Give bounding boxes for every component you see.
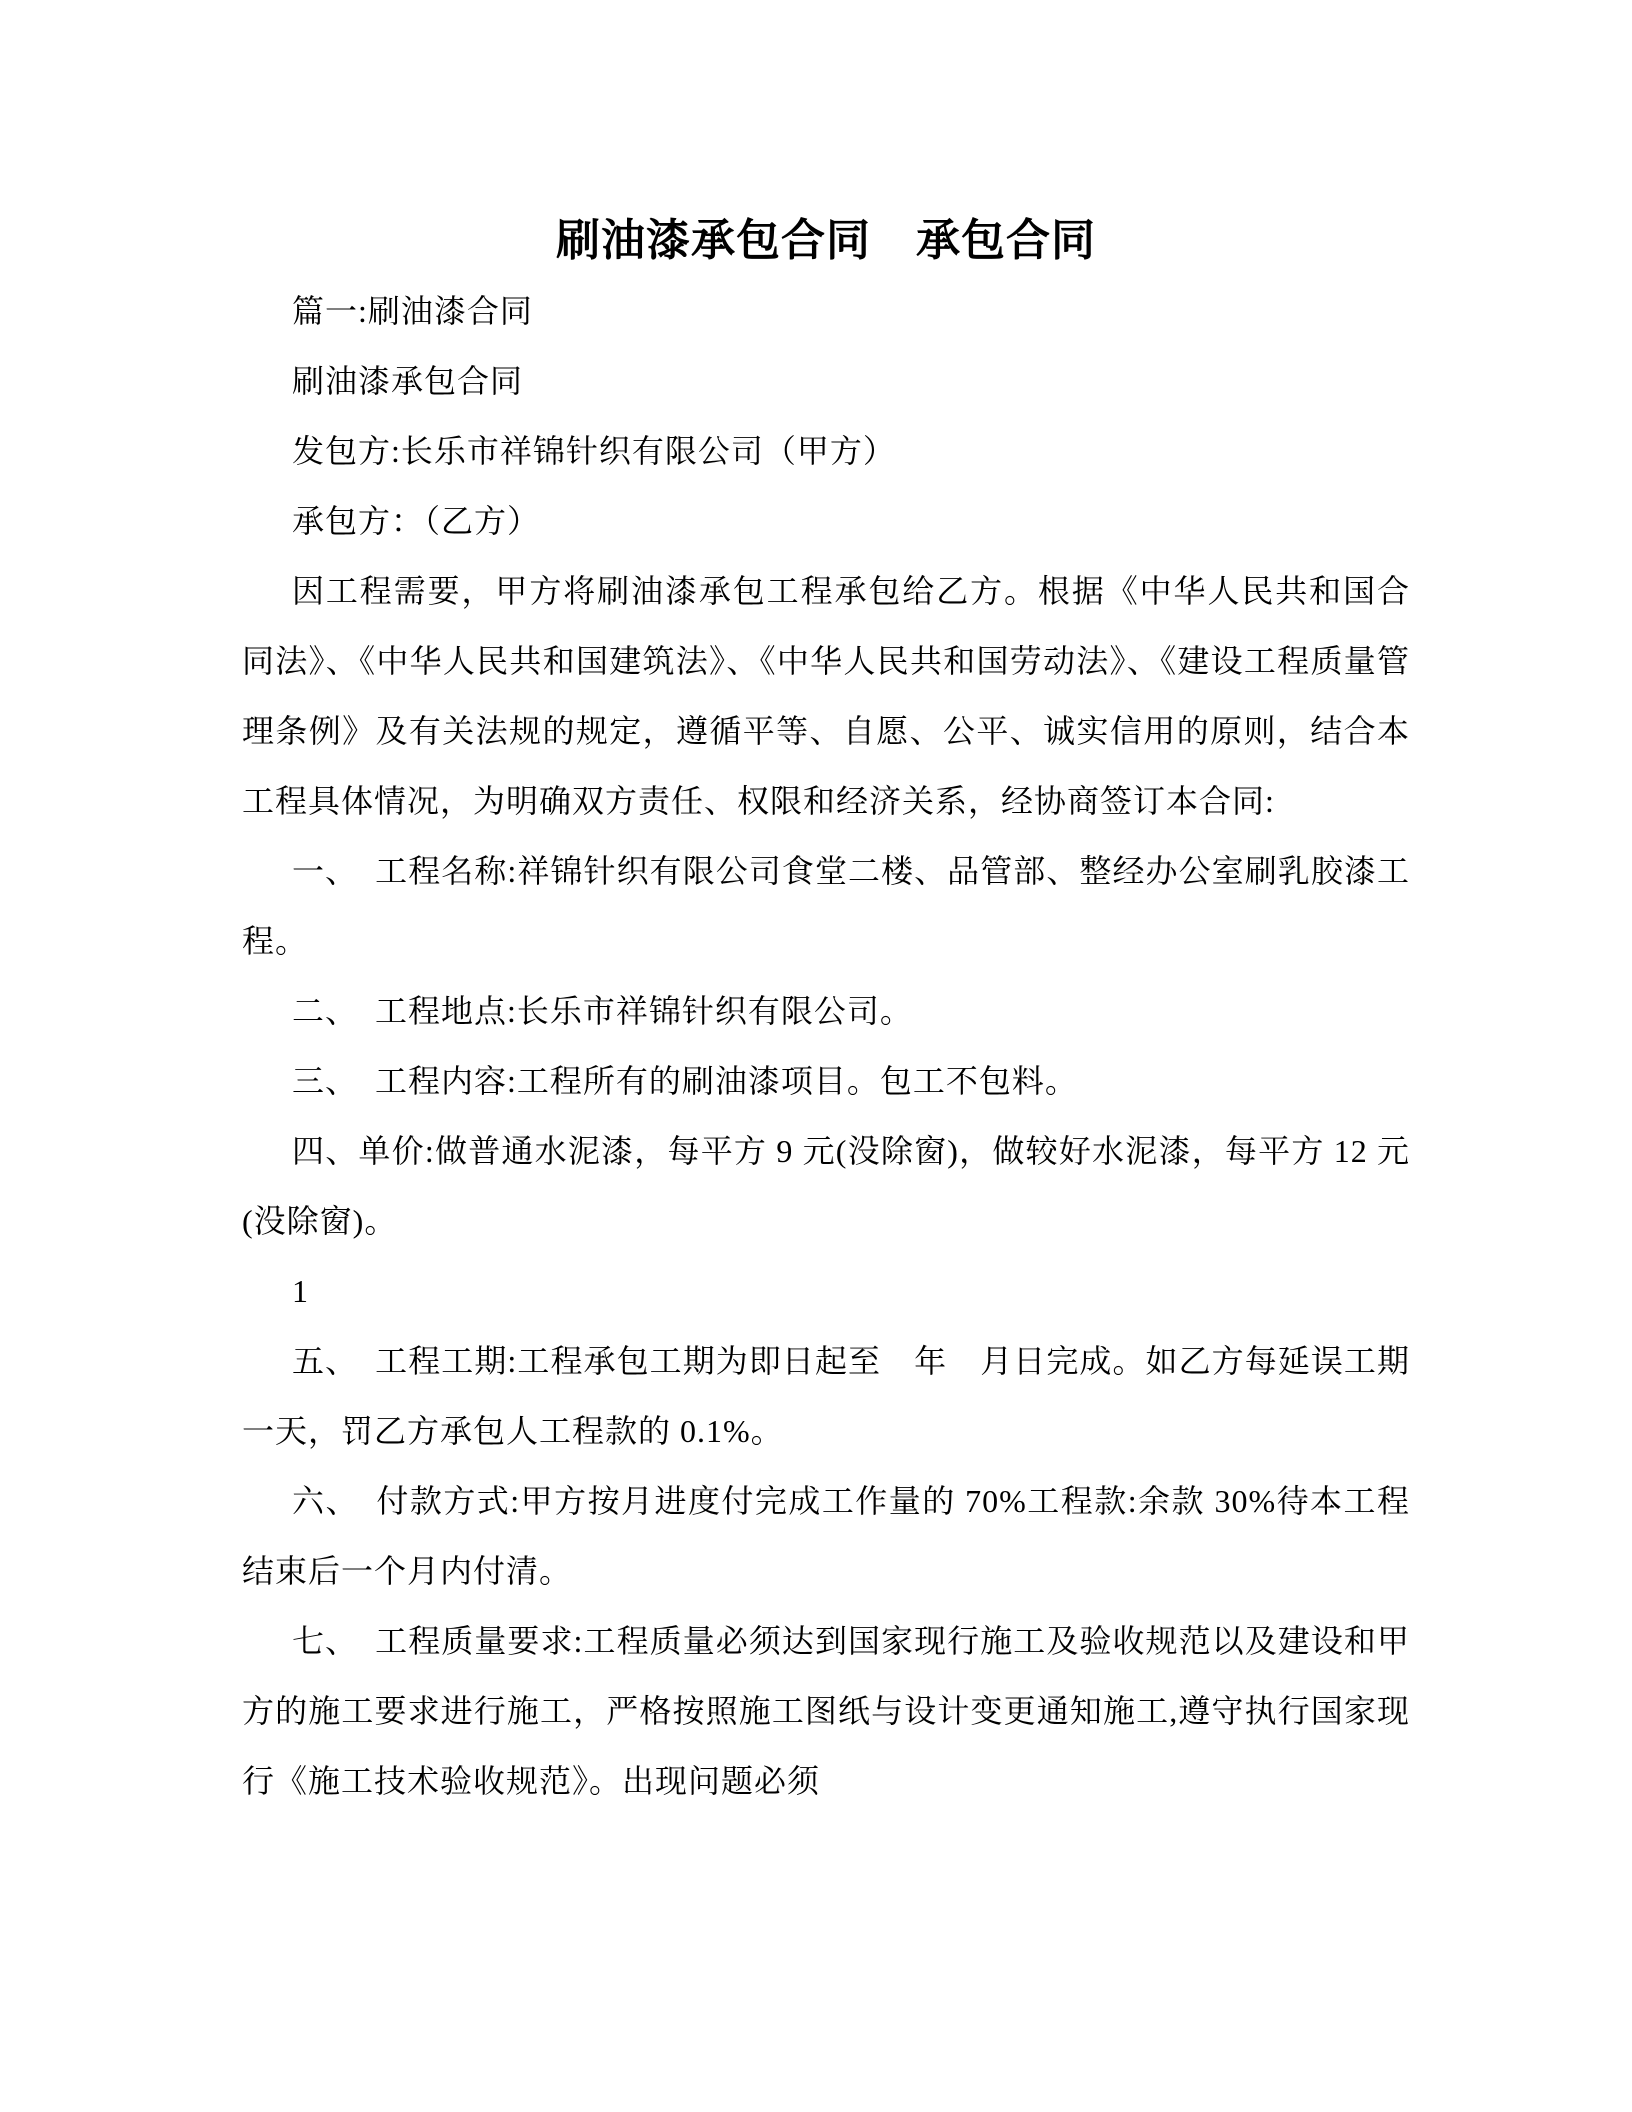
paragraph-preamble: 因工程需要，甲方将刷油漆承包工程承包给乙方。根据《中华人民共和国合同法》、《中华人民共和国建筑法》、《中华人民共和国劳动法》、《建设工程质量管理条例》及有关法规的规定，遵循平等、自愿、公平、诚实信用的原则，结合本工程具体情况，为明确双方责任、权限和经济关系，经协商签订本合同: xyxy=(242,573,1410,819)
paragraph-chengbaofang: 承包方：（乙方） xyxy=(292,503,541,539)
paragraph-subtitle: 刷油漆承包合同 xyxy=(292,363,524,399)
paragraph-clause-2-place: 二、 工程地点:长乐市祥锦针织有限公司。 xyxy=(292,993,913,1029)
paragraph-clause-5-term: 五、 工程工期:工程承包工期为即日起至 年 月日完成。如乙方每延误工期一天，罚乙方承包人工程款的 0.1%。 xyxy=(242,1343,1410,1449)
document-title: 刷油漆承包合同 承包合同 xyxy=(556,216,1096,265)
paragraph-clause-4-price: 四、单价:做普通水泥漆，每平方 9 元(没除窗)，做较好水泥漆，每平方 12 元(没除窗)。 xyxy=(242,1133,1410,1239)
paragraph-clause-6-payment: 六、 付款方式:甲方按月进度付完成工作量的 70%工程款:余款 30%待本工程结束后一个月内付清。 xyxy=(242,1483,1410,1589)
paragraph-clause-1-name: 一、 工程名称:祥锦针织有限公司食堂二楼、品管部、整经办公室刷乳胶漆工程。 xyxy=(242,853,1410,959)
paragraph-page-number: 1 xyxy=(292,1273,309,1309)
paragraph-pian-yi: 篇一:刷油漆合同 xyxy=(292,293,533,329)
paragraph-fabaofang: 发包方:长乐市祥锦针织有限公司（甲方） xyxy=(292,433,896,469)
paragraph-clause-7-quality: 七、 工程质量要求:工程质量必须达到国家现行施工及验收规范以及建设和甲方的施工要求进行施工，严格按照施工图纸与设计变更通知施工,遵守执行国家现行《施工技术验收规范》。出现问题必须 xyxy=(242,1623,1410,1799)
document-body xyxy=(242,276,1410,1816)
paragraph-clause-3-scope: 三、 工程内容:工程所有的刷油漆项目。包工不包料。 xyxy=(292,1063,1078,1099)
